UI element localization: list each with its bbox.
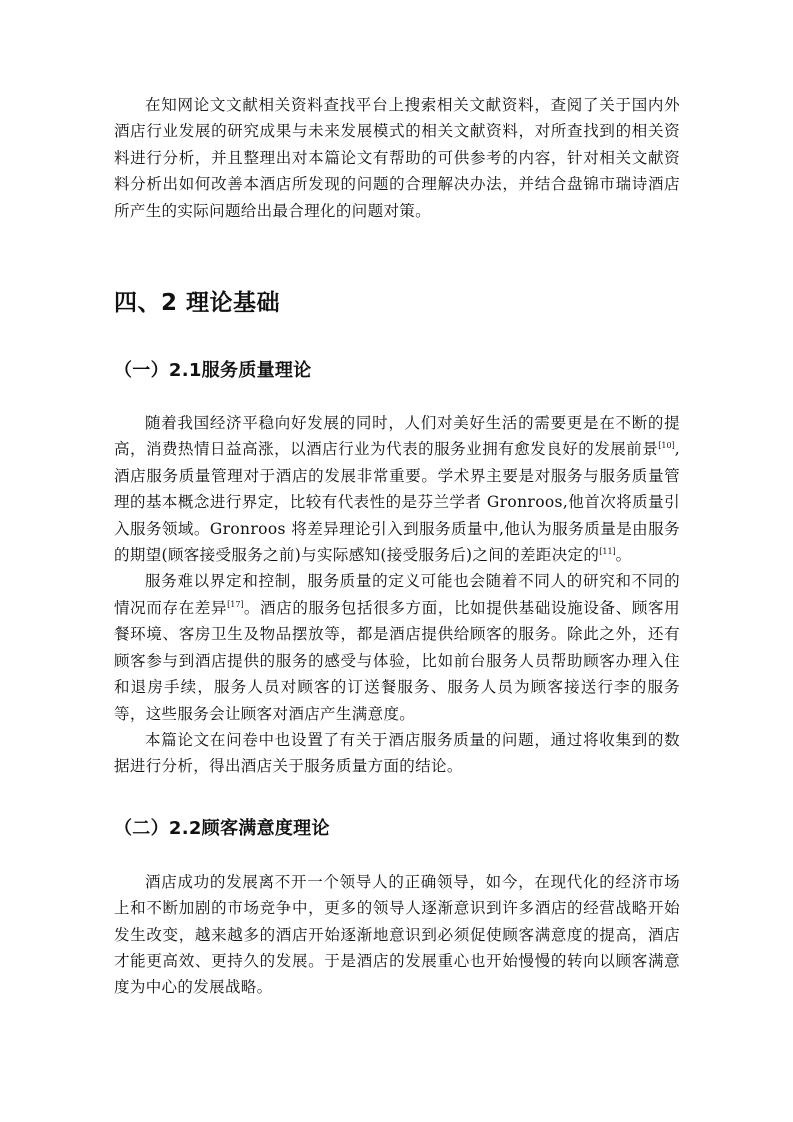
paragraph-text: 。 — [615, 546, 632, 565]
paragraph-text: 服务难以界定和控制，服务质量的定义可能也会随着不同人的研究和不同的情况而存在差异 — [114, 572, 680, 617]
service-quality-paragraph-2 — [114, 568, 680, 726]
subsection-heading-service-quality: （一）2.1服务质量理论 — [114, 360, 312, 382]
citation-11: [11] — [599, 547, 616, 557]
document-page — [114, 92, 680, 1001]
service-quality-paragraph-1 — [114, 410, 680, 568]
section-heading-theory-basis: 四、2 理论基础 — [114, 290, 281, 317]
customer-satisfaction-paragraph-1: 酒店成功的发展离不开一个领导人的正确领导，如今，在现代化的经济市场上和不断加剧的市场竞争中，更多的领导人逐渐意识到许多酒店的经营战略开始发生改变，越来越多的酒店开始逐渐地意识到必须促使顾客满意度的提高，酒店才能更高效、更持久的发展。于是酒店的发展重心也开始慢慢的转向以顾客满意度为中心的发展战略。 — [114, 872, 680, 997]
paragraph-text: 。酒店的服务包括很多方面，比如提供基础设施设备、顾客用餐环境、客房卫生及物品摆放等，都是酒店提供给顾客的服务。除此之外，还有顾客参与到酒店提供的服务的感受与体验，比如前台服务人员帮助顾客办理入住和退房手续，服务人员对顾客的订送餐服务、服务人员为顾客接送行李的服务等，这些服务会让顾客对酒店产生满意度。 — [114, 598, 681, 723]
service-quality-paragraph-3: 本篇论文在问卷中也设置了有关于酒店服务质量的问题，通过将收集到的数据进行分析，得出酒店关于服务质量方面的结论。 — [114, 730, 680, 776]
paragraph-text: 随着我国经济平稳向好发展的同时，人们对美好生活的需要更是在不断的提高，消费热情日益高涨，以酒店行业为代表的服务业拥有愈发良好的发展前景 — [114, 414, 680, 459]
citation-10: [10] — [658, 441, 675, 451]
citation-17: [17] — [227, 599, 244, 609]
subsection-heading-customer-satisfaction: （二）2.2顾客满意度理论 — [114, 817, 330, 839]
paragraph-text: ,酒店服务质量管理对于酒店的发展非常重要。学术界主要是对服务与服务质量管理的基本概念进行界定，比较有代表性的是芬兰学者 Gronroos,他首次将质量引入服务领域。Gronroos 将差异理论引入到服务质量中,他认为服务质量是由服务的期望(顾客接受服务之前)与实际感知(接受服务后)之间的差距决定的 — [114, 440, 680, 565]
intro-paragraph: 在知网论文文献相关资料查找平台上搜索相关文献资料，查阅了关于国内外酒店行业发展的研究成果与未来发展模式的相关文献资料，对所查找到的相关资料进行分析，并且整理出对本篇论文有帮助的可供参考的内容，针对相关文献资料分析出如何改善本酒店所发现的问题的合理解决办法，并结合盘锦市瑞诗酒店所产生的实际问题给出最合理化的问题对策。 — [114, 96, 680, 220]
